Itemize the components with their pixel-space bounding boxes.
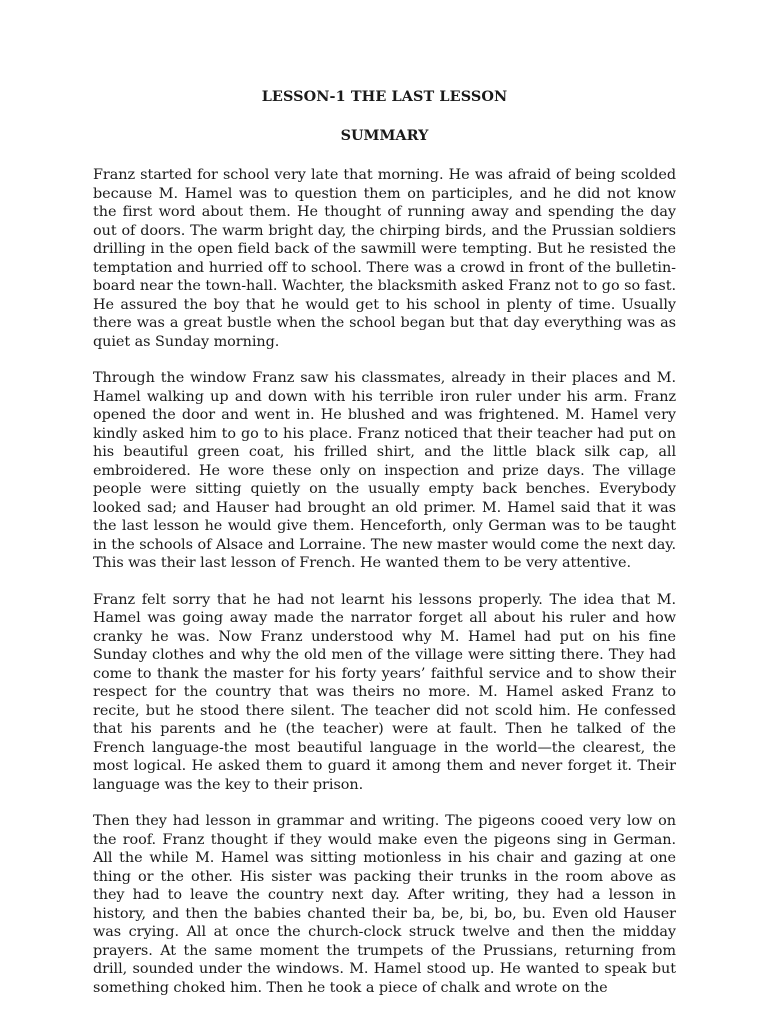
paragraph-3: Franz felt sorry that he had not learnt his lessons properly. The idea that M. Hamel was going away made the narrator forget all about his ruler and how cranky he was. Now Franz understood why M. Hamel had put on his fine Sunday clothes and why the old men of the village were sitting there. They had come to thank the master for his forty years’ faithful service and to show their respect for the country that was theirs no more. M. Hamel asked Franz to recite, but he stood there silent. The teacher did not scold him. He confessed that his parents and he (the teacher) were at fault. Then he talked of the French language-the most beautiful language in the world—the clearest, the most logical. He asked them to guard it among them and never forget it. Their language was the key to their prison.	[93, 591, 676, 793]
paragraph-4: Then they had lesson in grammar and writing. The pigeons cooed very low on the roof. Franz thought if they would make even the pigeons sing in German. All the while M. Hamel was sitting motionless in his chair and gazing at one thing or the other. His sister was packing their trunks in the room above as they had to leave the country next day. After writing, they had a lesson in history, and then the babies chanted their ba, be, bi, bo, bu. Even old Hauser was crying. All at once the church-clock struck twelve and then the midday prayers. At the same moment the trumpets of the Prussians, returning from drill, sounded under the windows. M. Hamel stood up. He wanted to speak but something choked him. Then he took a piece of chalk and wrote on the	[93, 813, 676, 996]
document-subtitle: SUMMARY	[340, 127, 429, 144]
document-title: LESSON-1 THE LAST LESSON	[261, 88, 508, 105]
paragraph-1: Franz started for school very late that morning. He was afraid of being scolded because M. Hamel was to question them on participles, and he did not know the first word about them. He thought of running away and spending the day out of doors. The warm bright day, the chirping birds, and the Prussian soldiers drilling in the open field back of the sawmill were tempting. But he resisted the temptation and hurried off to school. There was a crowd in front of the bulletin-board near the town-hall. Wachter, the blacksmith asked Franz not to go so fast. He assured the boy that he would get to his school in plenty of time. Usually there was a great bustle when the school began but that day everything was as quiet as Sunday morning.	[93, 167, 676, 350]
paragraph-2: Through the window Franz saw his classmates, already in their places and M. Hamel walking up and down with his terrible iron ruler under his arm. Franz opened the door and went in. He blushed and was frightened. M. Hamel very kindly asked him to go to his place. Franz noticed that their teacher had put on his beautiful green coat, his frilled shirt, and the little black silk cap, all embroidered. He wore these only on inspection and prize days. The village people were sitting quietly on the usually empty back benches. Everybody looked sad; and Hauser had brought an old primer. M. Hamel said that it was the last lesson he would give them. Henceforth, only German was to be taught in the schools of Alsace and Lorraine. The new master would come the next day. This was their last lesson of French. He wanted them to be very attentive.	[93, 370, 676, 571]
